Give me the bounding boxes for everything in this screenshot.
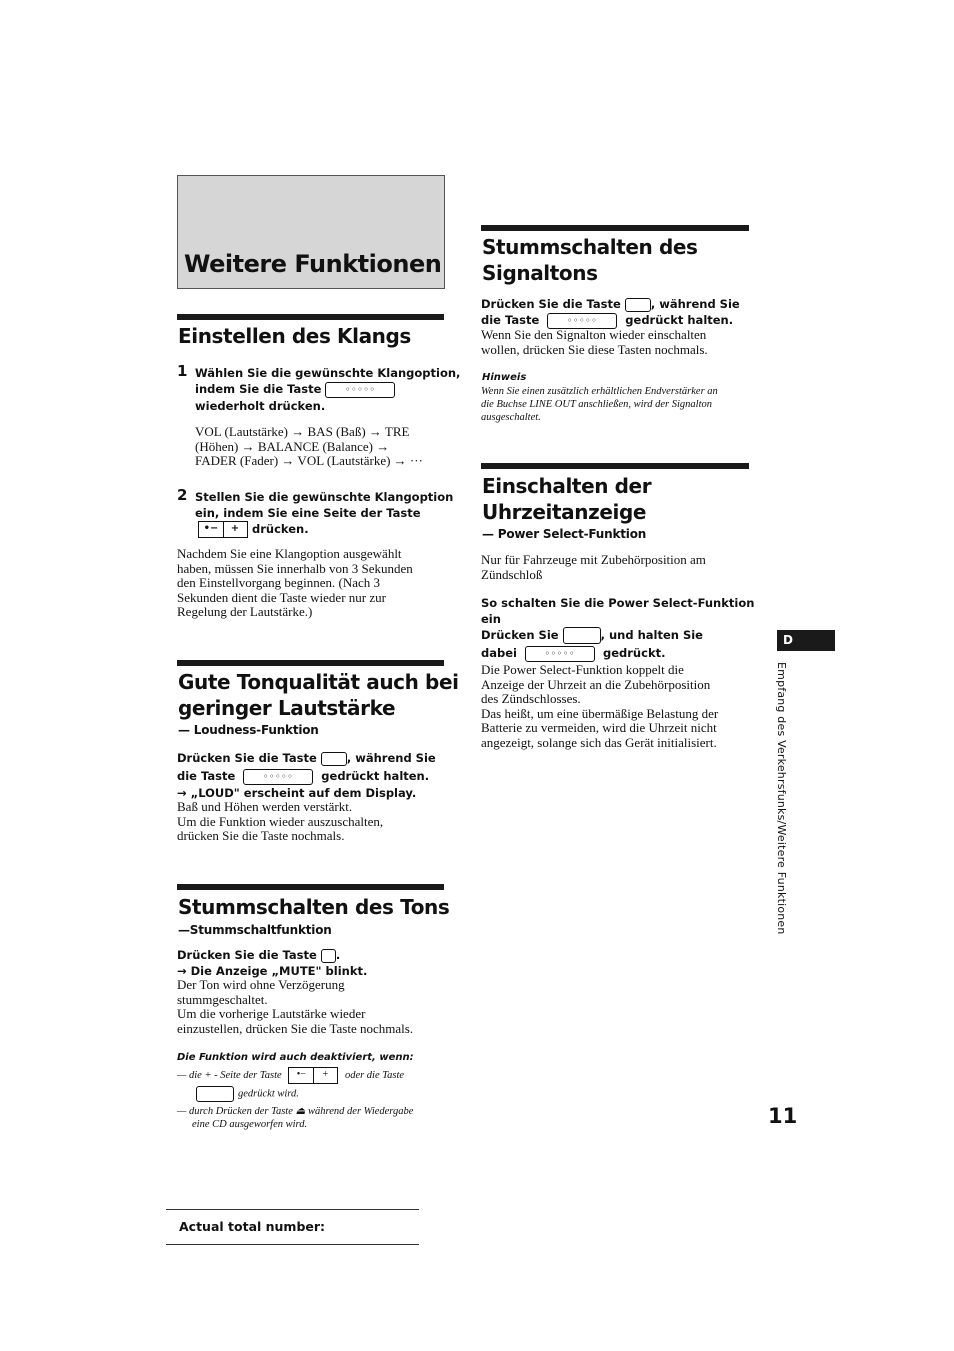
sound-cycle-text: VOL (Lautstärke) → BAS (Baß) → TRE (Höhen) → BALANCE (Balance) → FADER (Fader) → VOL (Lautstärke) → ··· xyxy=(195,424,423,469)
off-button-icon xyxy=(196,1086,234,1102)
clock-instruction: So schalten Sie die Power Select-Funktion ein Drücken Sie , und halten Sie dabei ◦◦◦◦◦ gedrückt. xyxy=(481,596,755,660)
mute-subtitle: —Stummschaltfunktion xyxy=(178,923,332,937)
signal-body: Wenn Sie den Signalton wieder einschalten wollen, drücken Sie diese Tasten nochmals. xyxy=(481,327,708,357)
language-tab: D xyxy=(777,630,835,651)
section-title-signal: Stummschalten des Signaltons xyxy=(482,235,698,285)
signal-instruction: Drücken Sie die Taste , während Sie die Taste ◦◦◦◦◦ gedrückt halten. xyxy=(481,297,740,327)
chapter-title: Weitere Funktionen xyxy=(184,250,442,278)
loudness-subtitle: — Loudness-Funktion xyxy=(178,723,319,737)
step1-instruction: Wählen Sie die gewünschte Klangoption, indem Sie die Taste ◦◦◦◦◦ wiederholt drücken. xyxy=(195,366,461,413)
sound-select-button-icon: ◦◦◦◦◦ xyxy=(525,646,595,662)
loudness-button-icon xyxy=(321,752,347,766)
section-title-clock: Einschalten der Uhrzeitanzeige xyxy=(482,474,652,524)
section-title-loudness: Gute Tonqualität auch bei geringer Lautstärke xyxy=(178,670,459,720)
clock-intro: Nur für Fahrzeuge mit Zubehörposition am Zündschloß xyxy=(481,552,706,582)
footer-total-box xyxy=(166,1209,419,1245)
klang-paragraph: Nachdem Sie eine Klangoption ausgewählt haben, müssen Sie innerhalb von 3 Sekunden den Einstellvorgang beginnen. (Nach 3 Sekunden dient die Taste wieder nur zur Regelung der Lautstärke.) xyxy=(177,546,413,620)
volume-rocker-icon: •− + xyxy=(288,1067,338,1084)
section-title-klang: Einstellen des Klangs xyxy=(178,324,411,348)
clock-body: Die Power Select-Funktion koppelt die Anzeige der Uhrzeit an die Zubehörposition des Zündschlosses. Das heißt, um eine übermäßige Belastung der Batterie zu vermeiden, wird die Uhrzeit nicht angezeigt, solange sich das Gerät initialisiert. xyxy=(481,662,719,750)
signal-note: Wenn Sie einen zusätzlich erhältlichen Endverstärker an die Buchse LINE OUT anschließen, wird der Signalton ausgeschaltet. xyxy=(481,386,718,423)
mute-body: Der Ton wird ohne Verzögerung stummgeschaltet. Um die vorherige Lautstärke wieder einzustellen, drücken Sie die Taste nochmals. xyxy=(177,977,414,1036)
footer-label: Actual total number: xyxy=(179,1219,326,1234)
step-number: 1 xyxy=(177,362,188,380)
section-title-mute: Stummschalten des Tons xyxy=(178,895,450,919)
section-rule xyxy=(481,225,749,231)
page-number: 11 xyxy=(768,1104,798,1128)
mute-button-icon xyxy=(321,949,336,963)
sound-select-button-icon: ◦◦◦◦◦ xyxy=(325,382,395,398)
section-rule xyxy=(481,463,749,469)
loudness-instruction: Drücken Sie die Taste , während Sie die Taste ◦◦◦◦◦ gedrückt halten. → „LOUD" erscheint auf dem Display. xyxy=(177,751,436,800)
side-running-title: Empfang des Verkehrsfunks/Weitere Funktionen xyxy=(775,662,788,935)
mute-note-heading: Die Funktion wird auch deaktiviert, wenn: xyxy=(177,1052,414,1063)
sound-select-button-icon: ◦◦◦◦◦ xyxy=(547,313,617,329)
off-button-icon xyxy=(563,627,601,644)
mute-note-list: — die + - Seite der Taste •− + oder die Taste gedrückt wird. — durch Drücken der Taste ⏏ während der Wiedergabe eine CD ausgeworfen wird. xyxy=(177,1069,414,1130)
signal-note-heading: Hinweis xyxy=(482,372,527,383)
sound-select-button-icon: ◦◦◦◦◦ xyxy=(243,769,313,785)
clock-subtitle: — Power Select-Funktion xyxy=(482,527,647,541)
section-rule xyxy=(177,660,444,666)
display-button-icon xyxy=(625,298,651,312)
step2-instruction: Stellen Sie die gewünschte Klangoption ein, indem Sie eine Seite der Taste •− + drücken. xyxy=(195,490,454,536)
mute-instruction: Drücken Sie die Taste . → Die Anzeige „MUTE" blinkt. xyxy=(177,948,368,978)
section-rule xyxy=(177,314,444,320)
section-rule xyxy=(177,884,444,890)
chapter-header xyxy=(177,175,445,289)
volume-rocker-icon: •− + xyxy=(198,521,248,538)
step-number: 2 xyxy=(177,486,188,504)
loudness-body: Baß und Höhen werden verstärkt. Um die Funktion wieder auszuschalten, drücken Sie die Taste nochmals. xyxy=(177,799,384,844)
